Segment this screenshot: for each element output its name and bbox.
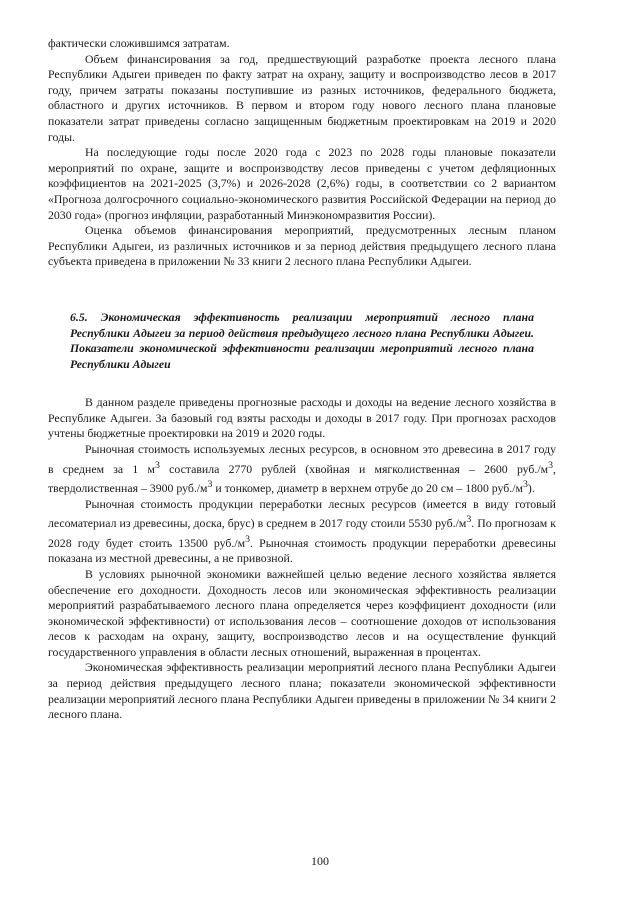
paragraph-profitability: В условиях рыночной экономики важнейшей целью ведение лесного хозяйства является обеспечение его доходности. Доходность лесов или экономическая эффективность реализации мероприятий разрабатываемого лесного плана определяется через коэффициент доходности (или экономической эффективности) от использования лесов – соотношение доходов от использования лесов к расходам на охрану, защиту, воспроизводство лесов и на осуществление функций государственного управления в области лесных отношений, выраженная в процентах. [48, 566, 556, 659]
section-heading: 6.5. Экономическая эффективность реализации мероприятий лесного плана Республики Адыгеи за период действия предыдущего лесного плана Республики Адыгеи. Показатели экономической эффективности реализации мероприятий лесного плана Республики Адыгеи [70, 309, 534, 371]
document-page [48, 36, 556, 723]
paragraph-assessment: Оценка объемов финансирования мероприятий, предусмотренных лесным планом Республики Адыгеи, из различных источников и за период действия предыдущего лесного плана субъекта приведена в приложении № 33 книги 2 лесного плана Республики Адыгеи. [48, 223, 556, 269]
paragraph-processing: Рыночная стоимость продукции переработки лесных ресурсов (имеется в виду готовый лесоматериал из древесины, доска, брус) в среднем в 2017 году стоили 5530 $руб./м^3$. По прогнозам к 2028 году будет стоить 13500 $руб./м^3$. Рыночная стоимость продукции переработки древесины показана из местной древесины, а не привозной. [48, 496, 557, 566]
paragraph-deflation: На последующие годы после 2020 года с 2023 по 2028 годы плановые показатели мероприятий по охране, защите и воспроизводству лесов приведены с учетом дефляционных коэффициентов на 2021-2025 (3,7%) и 2026-2028 (2,6%) годы, в соответствии со 2 вариантом «Прогноза долгосрочного социально-экономического развития Российской Федерации на период до 2030 года» (прогноз инфляции, разработанный Минэкономразвития России). [48, 145, 556, 222]
paragraph-financing: Объем финансирования за год, предшествующий разработке проекта лесного плана Республики Адыгеи приведен по факту затрат на охрану, защиту и воспроизводство лесов в 2017 году, причем затраты показаны поступившие из разных источников, федерального бюджета, областного и других источников. В первом и втором году нового лесного плана плановые показатели затрат приведены согласно защищенным бюджетным проектировкам на 2019 и 2020 годы. [48, 51, 556, 144]
paragraph-market-value: Рыночная стоимость используемых лесных ресурсов, в основном это древесина в 2017 году в среднем за 1 $м^3$ составила 2770 рублей (хвойная и мягколиственная – 2600 $руб./м^3$, твердолиственная – 3900 $руб./м^3$ и тонкомер, диаметр в верхнем отрубе до 20 см – 1800 $руб./м^3$). [48, 442, 556, 496]
paragraph-efficiency: Экономическая эффективность реализации мероприятий лесного плана Республики Адыгеи за период действия предыдущего лесного плана; показатели экономической эффективности реализации мероприятий лесного плана Республики Адыгеи приведены в приложении № 34 книги 2 лесного плана. [48, 660, 556, 722]
paragraph-forecast: В данном разделе приведены прогнозные расходы и доходы на ведение лесного хозяйства в Республике Адыгеи. За базовый год взяты расходы и доходы в 2017 году. При прогнозах расходов учтены бюджетные проектировки на 2019 и 2020 годы. [48, 395, 556, 441]
paragraph-continuation: фактически сложившимся затратам. [48, 36, 230, 50]
page-number: 100 [311, 854, 329, 868]
